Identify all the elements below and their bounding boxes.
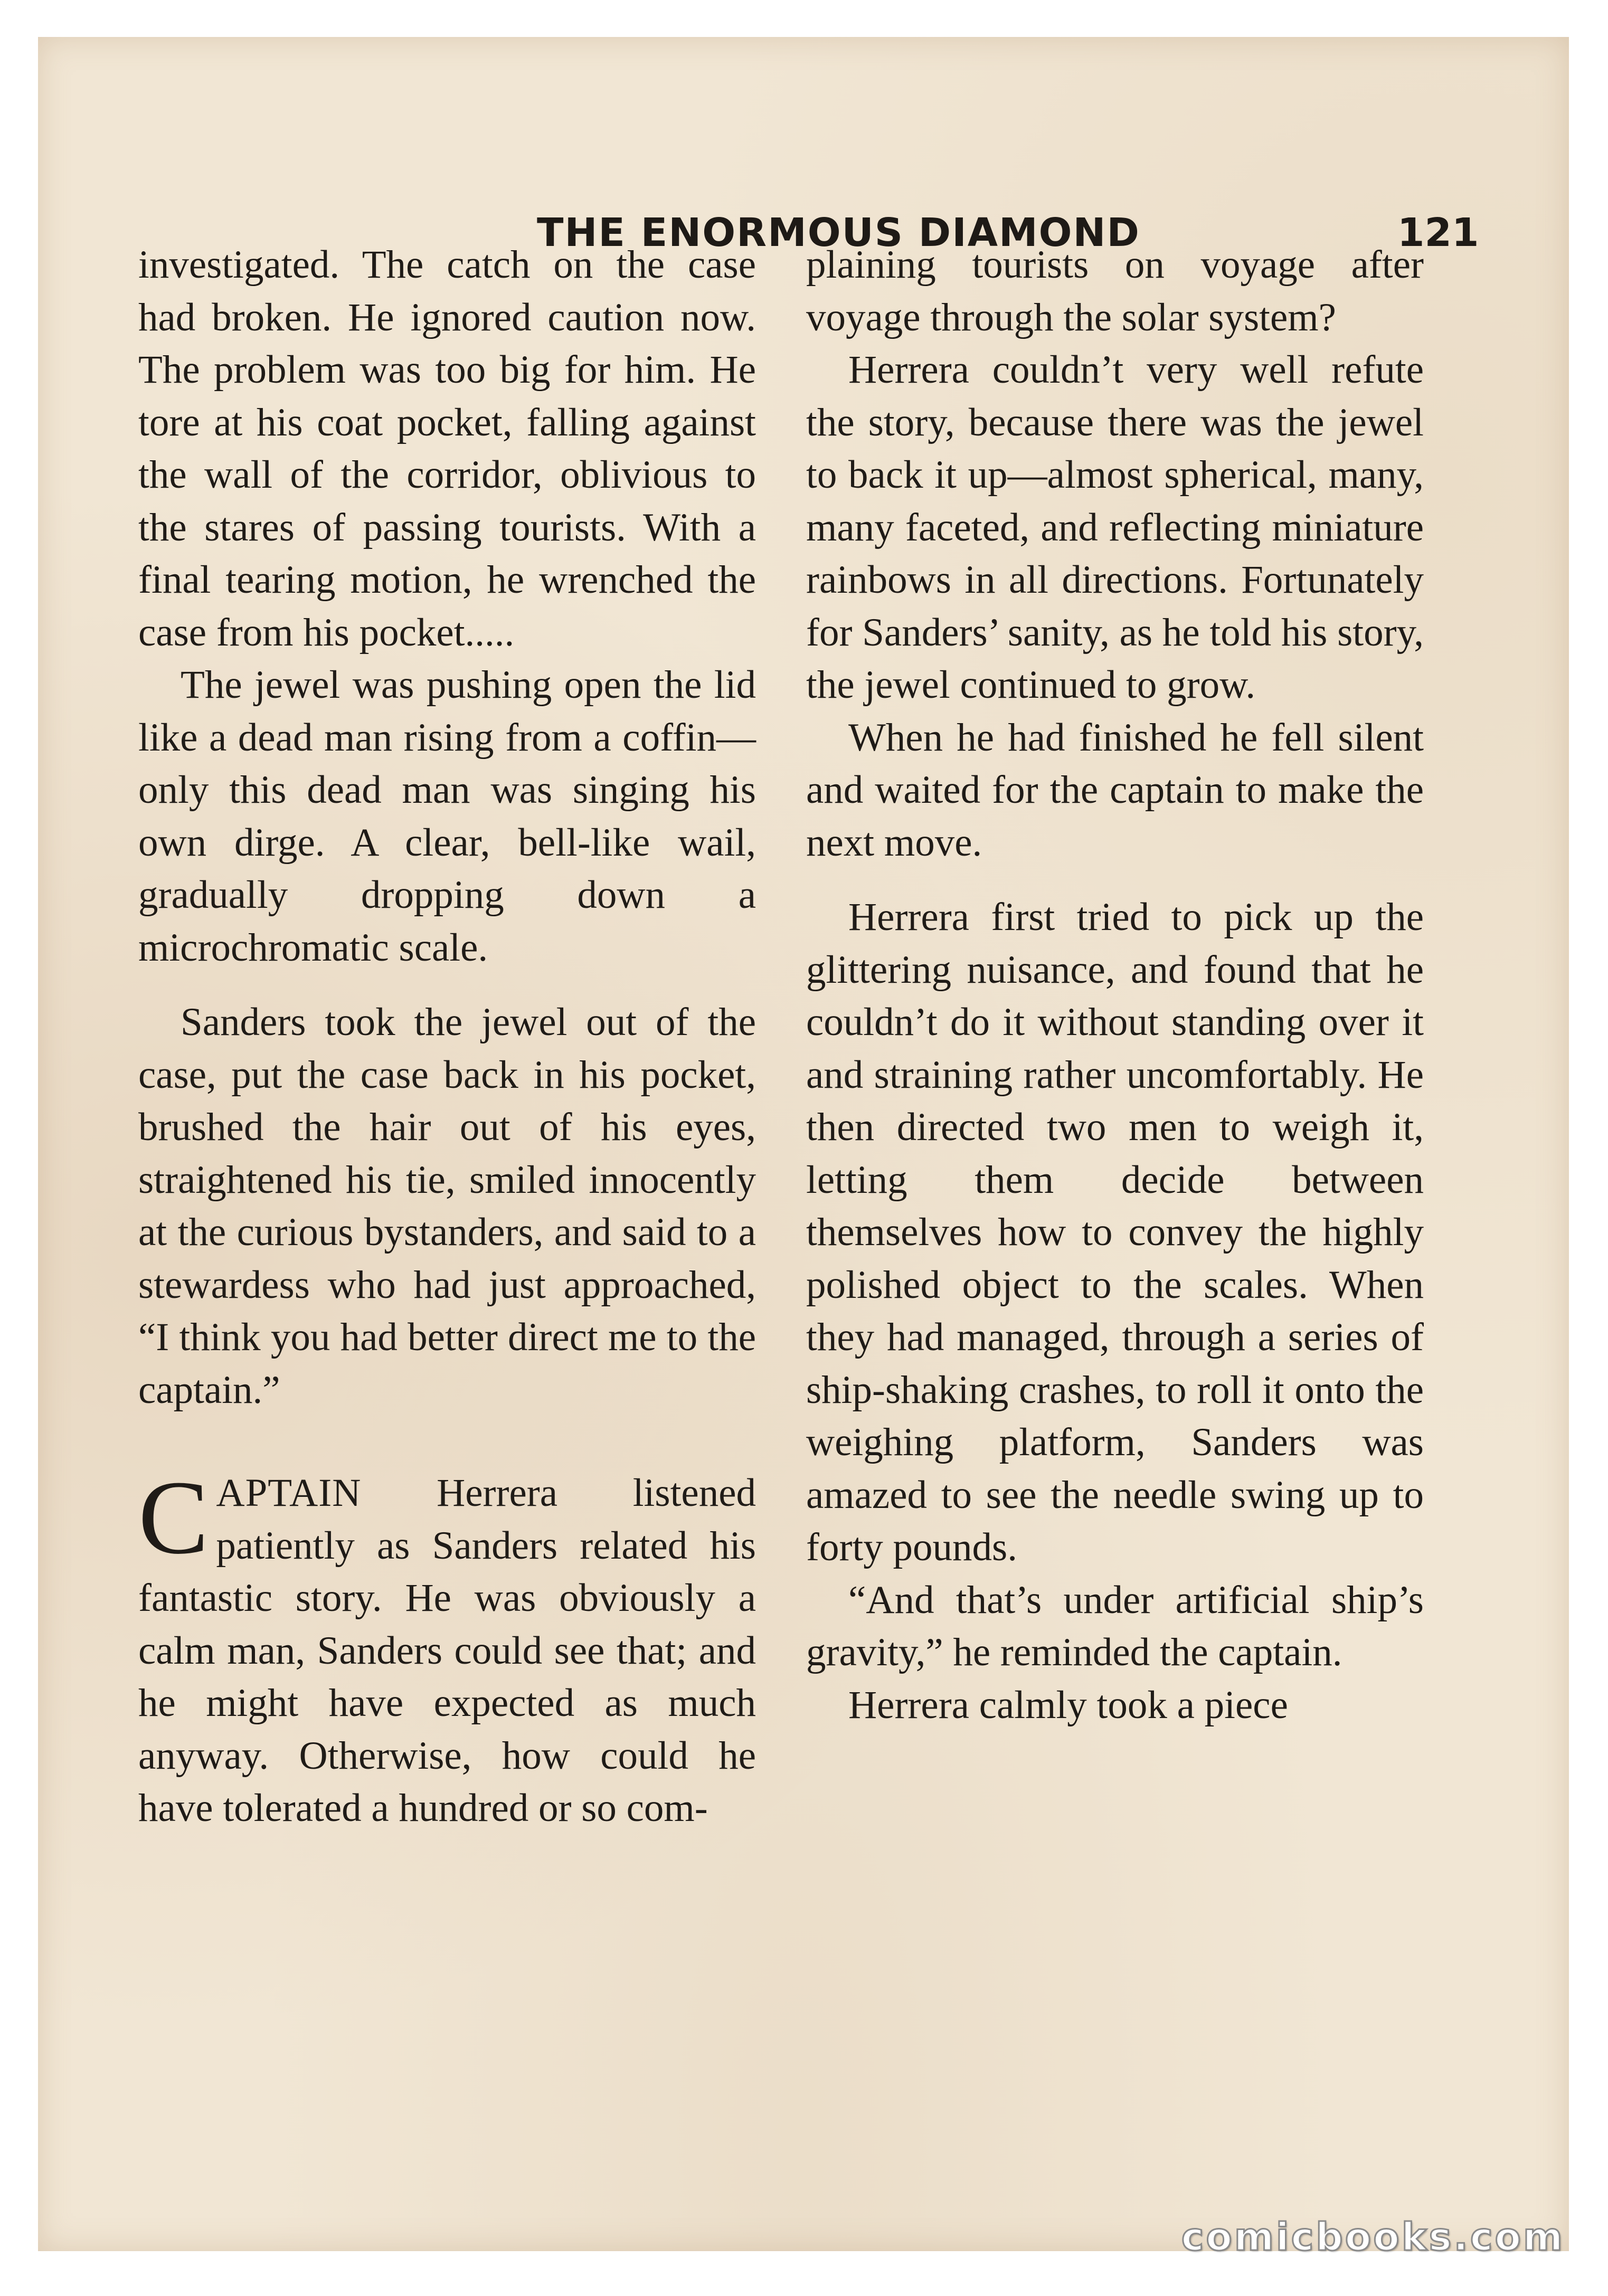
right-column [806, 239, 1424, 1731]
drop-cap: C [138, 1459, 209, 1576]
site-watermark: comicbooks.com [1181, 2215, 1565, 2259]
lead-in-caps: APTAIN [216, 1471, 362, 1515]
paragraph-finished: When he had finished he fell silent and waited for the captain to make the next move. [806, 715, 1424, 865]
paragraph-herrera-first: Herrera first tried to pick up the glittering nuisance, and found that he couldn’t do it without standing over it and straining rather uncomfortably. He then directed two men to weigh it, letting them decide between themselves how to convey the highly polished object to the scales. When they had managed, through a series of ship-shaking crashes, to roll it onto the weighing platform, Sanders was amazed to see the needle swing up to forty pounds. [806, 895, 1424, 1569]
chapter-title: THE ENORMOUS DIAMOND [537, 210, 1140, 255]
paragraph-continued-right: plaining tourists on voyage after voyage through the solar system? [806, 243, 1424, 339]
paragraph-jewel-pushing: The jewel was pushing open the lid like a dead man rising from a coffin—only this dead man was singing his own dirge. A clear, bell-like wail, gradually dropping down a microchromatic scale. [138, 663, 756, 970]
paragraph-continued: investigated. The catch on the case had broken. He ignored caution now. The problem was too big for him. He tore at his coat pocket, falling against the wall of the corridor, oblivious to the stares of passing tourists. With a final tearing motion, he wrenched the case from his pocket..... [138, 243, 756, 654]
paragraph-sanders-took: Sanders took the jewel out of the case, put the case back in his pocket, brushed the hair out of his eyes, straightened his tie, smiled innocently at the curious bystanders, and said to a stewardess who had just approached, “I think you had better direct me to the captain.” [138, 1000, 756, 1412]
paragraph-text: Herrera listened patiently as Sanders related his fantastic story. He was obviously a calm man, Sanders could see that; and he might have expected as much anyway. Otherwise, how could he have tolerated a hundred or so com- [138, 1471, 756, 1830]
paragraph-herrera-refute: Herrera couldn’t very well refute the story, because there was the jewel to back it up—almost spherical, many, many faceted, and reflecting miniature rainbows in all directions. Fortunately for Sanders’ sanity, as he told his story, the jewel continued to grow. [806, 348, 1424, 707]
left-column [138, 239, 756, 1835]
page-number: 121 [1397, 210, 1479, 255]
paragraph-artificial-gravity: “And that’s under artificial ship’s gravity,” he reminded the captain. [806, 1578, 1424, 1674]
paragraph-captain-herrera [138, 1459, 756, 1835]
paragraph-herrera-calmly: Herrera calmly took a piece [848, 1683, 1288, 1727]
